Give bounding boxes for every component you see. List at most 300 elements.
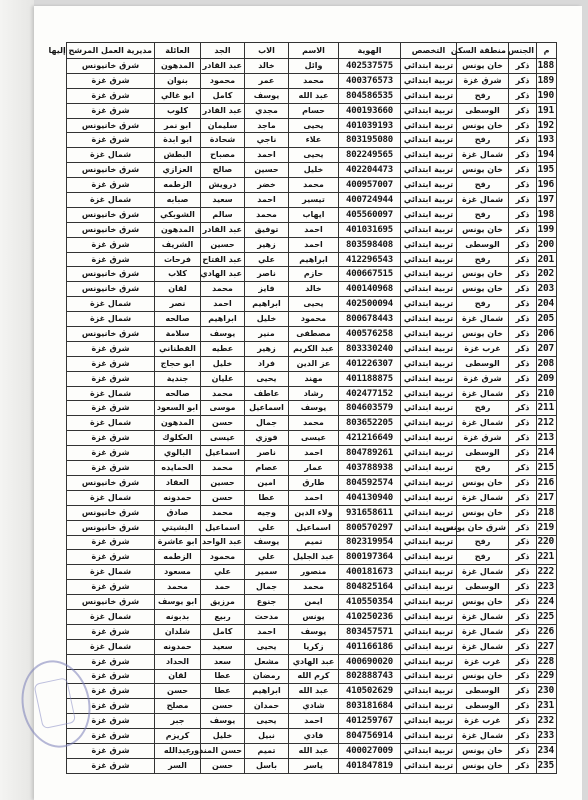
cell-specialization: تربية ابتدائي (401, 327, 457, 342)
table-row (67, 341, 557, 356)
cell-specialization: تربية ابتدائي (401, 133, 457, 148)
cell-residence: غرب غزة (457, 714, 509, 729)
cell-grandfather-name: عيسى (201, 431, 245, 446)
cell-directorate: شرق غزة (67, 341, 155, 356)
cell-id-number: 421216649 (339, 431, 401, 446)
cell-residence: الوسطى (457, 580, 509, 595)
cell-first-name: منصور (289, 565, 339, 580)
cell-family-name: ابو غالي (155, 88, 201, 103)
cell-gender: ذكر (509, 758, 537, 773)
cell-first-name: عبد الله (289, 684, 339, 699)
cell-father-name: احمد (245, 148, 289, 163)
cell-specialization: تربية ابتدائي (401, 758, 457, 773)
cell-family-name: المدهون (155, 222, 201, 237)
table-row (67, 743, 557, 758)
cell-residence: خان يونس (457, 505, 509, 520)
cell-specialization: تربية ابتدائي (401, 59, 457, 74)
cell-row-number: 207 (537, 341, 557, 356)
table-row (67, 133, 557, 148)
cell-id-number: 804592574 (339, 475, 401, 490)
cell-specialization: تربية ابتدائي (401, 431, 457, 446)
cell-first-name: زكريا (289, 639, 339, 654)
cell-father-name: يحيى (245, 639, 289, 654)
cell-family-name: محمد (155, 580, 201, 595)
cell-father-name: حسين (245, 163, 289, 178)
cell-grandfather-name: سعيد (201, 193, 245, 208)
cell-residence: شمال غزة (457, 729, 509, 744)
cell-father-name: احمد (245, 193, 289, 208)
cell-row-number: 210 (537, 386, 557, 401)
cell-specialization: تربية ابتدائي (401, 88, 457, 103)
table-row (67, 103, 557, 118)
cell-id-number: 400027009 (339, 743, 401, 758)
cell-father-name: ناصر (245, 446, 289, 461)
cell-family-name: صالحه (155, 312, 201, 327)
cell-father-name: يوسف (245, 535, 289, 550)
cell-grandfather-name: يوسف (201, 714, 245, 729)
cell-family-name: لقان (155, 282, 201, 297)
cell-family-name: كلاب (155, 267, 201, 282)
cell-gender: ذكر (509, 624, 537, 639)
cell-id-number: 802888743 (339, 669, 401, 684)
cell-id-number: 804603579 (339, 401, 401, 416)
cell-id-number: 802249565 (339, 148, 401, 163)
cell-id-number: 803598408 (339, 237, 401, 252)
cell-father-name: ناصر (245, 267, 289, 282)
cell-residence: رفح (457, 88, 509, 103)
cell-row-number: 230 (537, 684, 557, 699)
cell-first-name: يونس (289, 609, 339, 624)
cell-gender: ذكر (509, 535, 537, 550)
cell-row-number: 231 (537, 699, 557, 714)
cell-family-name: فرحات (155, 252, 201, 267)
cell-row-number: 189 (537, 73, 557, 88)
cell-family-name: السر (155, 758, 201, 773)
cell-specialization: تربية ابتدائي (401, 252, 457, 267)
cell-row-number: 214 (537, 446, 557, 461)
cell-residence: شرق خان يونس (457, 520, 509, 535)
cell-id-number: 400376573 (339, 73, 401, 88)
cell-specialization: تربية ابتدائي (401, 163, 457, 178)
cell-directorate: شرق غزة (67, 699, 155, 714)
cell-directorate: شرق غزة (67, 371, 155, 386)
cell-father-name: جمال (245, 416, 289, 431)
table-row (67, 73, 557, 88)
table-row (67, 520, 557, 535)
cell-row-number: 220 (537, 535, 557, 550)
cell-gender: ذكر (509, 595, 537, 610)
cell-directorate: شرق خانيونس (67, 595, 155, 610)
cell-directorate: شمال غزة (67, 193, 155, 208)
cell-gender: ذكر (509, 729, 537, 744)
cell-residence: رفح (457, 178, 509, 193)
cell-gender: ذكر (509, 356, 537, 371)
cell-father-name: محمد (245, 207, 289, 222)
cell-residence: خان يونس (457, 743, 509, 758)
cell-grandfather-name: مرزيق (201, 595, 245, 610)
table-row (67, 699, 557, 714)
table-row (67, 222, 557, 237)
cell-gender: ذكر (509, 252, 537, 267)
cell-directorate: شرق غزة (67, 133, 155, 148)
cell-grandfather-name: سعد (201, 654, 245, 669)
header-no: م (537, 43, 557, 59)
cell-residence: شمال غزة (457, 386, 509, 401)
cell-father-name: مشعل (245, 654, 289, 669)
cell-first-name: تميم (289, 535, 339, 550)
cell-row-number: 196 (537, 178, 557, 193)
cell-father-name: مجدي (245, 103, 289, 118)
cell-father-name: زهير (245, 341, 289, 356)
cell-row-number: 234 (537, 743, 557, 758)
cell-gender: ذكر (509, 669, 537, 684)
table-body (67, 59, 557, 774)
cell-residence: رفح (457, 550, 509, 565)
cell-father-name: عطا (245, 490, 289, 505)
cell-row-number: 215 (537, 461, 557, 476)
cell-row-number: 194 (537, 148, 557, 163)
cell-id-number: 804825164 (339, 580, 401, 595)
cell-directorate: شرق خانيونس (67, 505, 155, 520)
header-residence: منطقة السكن (457, 43, 509, 59)
cell-father-name: ابراهيم (245, 297, 289, 312)
cell-specialization: تربية ابتدائي (401, 207, 457, 222)
cell-first-name: يوسف (289, 624, 339, 639)
cell-gender: ذكر (509, 327, 537, 342)
cell-father-name: جمال (245, 580, 289, 595)
cell-residence: رفح (457, 461, 509, 476)
cell-grandfather-name: عطيه (201, 341, 245, 356)
table-row (67, 446, 557, 461)
cell-row-number: 228 (537, 654, 557, 669)
cell-directorate: شمال غزة (67, 148, 155, 163)
cell-grandfather-name: صالح (201, 163, 245, 178)
cell-first-name: يحيى (289, 148, 339, 163)
cell-residence: شرق غزة (457, 371, 509, 386)
header-specialization: التخصص (401, 43, 457, 59)
cell-family-name: ابو نمر (155, 118, 201, 133)
cell-id-number: 804756914 (339, 729, 401, 744)
cell-directorate: شرق غزة (67, 654, 155, 669)
cell-family-name: صالحه (155, 386, 201, 401)
cell-residence: شمال غزة (457, 490, 509, 505)
table-row (67, 490, 557, 505)
cell-grandfather-name: عبد الفتاح (201, 252, 245, 267)
table-row (67, 59, 557, 74)
cell-id-number: 401166186 (339, 639, 401, 654)
cell-grandfather-name: محمد (201, 282, 245, 297)
cell-specialization: تربية ابتدائي (401, 505, 457, 520)
cell-id-number: 400957007 (339, 178, 401, 193)
cell-father-name: توفيق (245, 222, 289, 237)
cell-gender: ذكر (509, 654, 537, 669)
cell-grandfather-name: موسى (201, 401, 245, 416)
cell-gender: ذكر (509, 178, 537, 193)
cell-specialization: تربية ابتدائي (401, 669, 457, 684)
cell-directorate: شرق غزة (67, 73, 155, 88)
cell-gender: ذكر (509, 475, 537, 490)
cell-residence: خان يونس (457, 327, 509, 342)
cell-id-number: 402204473 (339, 163, 401, 178)
cell-family-name: الزطمه (155, 178, 201, 193)
cell-grandfather-name: كامل (201, 624, 245, 639)
cell-row-number: 205 (537, 312, 557, 327)
cell-specialization: تربية ابتدائي (401, 297, 457, 312)
cell-father-name: تميم (245, 743, 289, 758)
cell-id-number: 402500094 (339, 297, 401, 312)
cell-family-name: صبابه (155, 193, 201, 208)
cell-family-name: حمدونه (155, 490, 201, 505)
cell-first-name: خليل (289, 163, 339, 178)
cell-residence: رفح (457, 401, 509, 416)
cell-directorate: شرق غزة (67, 446, 155, 461)
header-family: العائلة (155, 43, 201, 59)
cell-residence: رفح (457, 252, 509, 267)
cell-row-number: 206 (537, 327, 557, 342)
table-row (67, 654, 557, 669)
cell-id-number: 404130940 (339, 490, 401, 505)
cell-father-name: يوسف (245, 88, 289, 103)
cell-gender: ذكر (509, 699, 537, 714)
cell-specialization: تربية ابتدائي (401, 386, 457, 401)
cell-specialization: تربية ابتدائي (401, 73, 457, 88)
cell-id-number: 400193660 (339, 103, 401, 118)
cell-gender: ذكر (509, 282, 537, 297)
cell-grandfather-name: خليل (201, 729, 245, 744)
cell-directorate: شرق غزة (67, 624, 155, 639)
table-row (67, 252, 557, 267)
cell-family-name: الزطمه (155, 550, 201, 565)
cell-directorate: شمال غزة (67, 639, 155, 654)
cell-grandfather-name: عطا (201, 669, 245, 684)
cell-residence: الوسطى (457, 684, 509, 699)
cell-residence: خان يونس (457, 595, 509, 610)
cell-gender: ذكر (509, 193, 537, 208)
cell-residence: الوسطى (457, 446, 509, 461)
table-row (67, 148, 557, 163)
cell-family-name: عبدالله (155, 743, 201, 758)
cell-first-name: محمد (289, 416, 339, 431)
cell-grandfather-name: كامل (201, 88, 245, 103)
table-row (67, 118, 557, 133)
cell-specialization: تربية ابتدائي (401, 729, 457, 744)
cell-father-name: سمير (245, 565, 289, 580)
cell-grandfather-name: حسن (201, 490, 245, 505)
cell-first-name: شادي (289, 699, 339, 714)
cell-father-name: علي (245, 520, 289, 535)
cell-specialization: تربية ابتدائي (401, 193, 457, 208)
cell-family-name: مصلح (155, 699, 201, 714)
cell-father-name: ماجد (245, 118, 289, 133)
cell-father-name: علي (245, 252, 289, 267)
cell-specialization: تربية ابتدائي (401, 416, 457, 431)
cell-id-number: 403788938 (339, 461, 401, 476)
table-row (67, 386, 557, 401)
cell-grandfather-name: عطا (201, 684, 245, 699)
header-id: الهوية (339, 43, 401, 59)
cell-id-number: 410502629 (339, 684, 401, 699)
cell-directorate: شرق غزة (67, 88, 155, 103)
cell-first-name: حازم (289, 267, 339, 282)
table-row (67, 550, 557, 565)
cell-directorate: شرق غزة (67, 237, 155, 252)
table-row (67, 282, 557, 297)
cell-directorate: شمال غزة (67, 416, 155, 431)
cell-family-name: كلوب (155, 103, 201, 118)
cell-gender: ذكر (509, 580, 537, 595)
cell-specialization: تربية ابتدائي (401, 475, 457, 490)
cell-directorate: شرق غزة (67, 178, 155, 193)
cell-first-name: ايمن (289, 595, 339, 610)
cell-directorate: شرق غزة (67, 550, 155, 565)
cell-specialization: تربية ابتدائي (401, 282, 457, 297)
cell-gender: ذكر (509, 103, 537, 118)
header-directorate: مديرية العمل المرشح إليها (67, 43, 155, 59)
cell-grandfather-name: حسن (201, 416, 245, 431)
cell-gender: ذكر (509, 520, 537, 535)
cell-family-name: الشوبكي (155, 207, 201, 222)
cell-gender: ذكر (509, 714, 537, 729)
cell-directorate: شمال غزة (67, 490, 155, 505)
cell-first-name: احمد (289, 222, 339, 237)
cell-grandfather-name: درويش (201, 178, 245, 193)
table-row (67, 475, 557, 490)
cell-specialization: تربية ابتدائي (401, 237, 457, 252)
cell-grandfather-name: مصباح (201, 148, 245, 163)
cell-specialization: تربية ابتدائي (401, 148, 457, 163)
cell-id-number: 802319954 (339, 535, 401, 550)
cell-family-name: سلامة (155, 327, 201, 342)
cell-father-name: احمد (245, 624, 289, 639)
cell-row-number: 211 (537, 401, 557, 416)
cell-id-number: 804586535 (339, 88, 401, 103)
cell-residence: خان يونس (457, 163, 509, 178)
cell-gender: ذكر (509, 550, 537, 565)
cell-specialization: تربية ابتدائي (401, 639, 457, 654)
cell-id-number: 401226307 (339, 356, 401, 371)
cell-row-number: 232 (537, 714, 557, 729)
cell-family-name: ابو يوسف (155, 595, 201, 610)
cell-father-name: فايز (245, 282, 289, 297)
cell-gender: ذكر (509, 163, 537, 178)
cell-father-name: عمر (245, 73, 289, 88)
cell-directorate: شرق خانيونس (67, 327, 155, 342)
cell-grandfather-name: خليل (201, 356, 245, 371)
cell-grandfather-name: سالم (201, 207, 245, 222)
cell-residence: خان يونس (457, 222, 509, 237)
cell-id-number: 401039193 (339, 118, 401, 133)
cell-residence: شمال غزة (457, 416, 509, 431)
cell-father-name: مدحت (245, 609, 289, 624)
cell-father-name: منير (245, 327, 289, 342)
header-grandfather: الجد (201, 43, 245, 59)
cell-grandfather-name: عبد الهادي (201, 267, 245, 282)
table-row (67, 639, 557, 654)
cell-row-number: 221 (537, 550, 557, 565)
cell-grandfather-name: ابراهيم (201, 312, 245, 327)
cell-specialization: تربية ابتدائي (401, 178, 457, 193)
cell-grandfather-name: اسماعيل (201, 446, 245, 461)
cell-grandfather-name: عبد القادر (201, 59, 245, 74)
cell-first-name: عبد الجليل (289, 550, 339, 565)
table-row (67, 535, 557, 550)
cell-father-name: امين (245, 475, 289, 490)
cell-first-name: خالد (289, 282, 339, 297)
cell-row-number: 224 (537, 595, 557, 610)
cell-id-number: 400724944 (339, 193, 401, 208)
cell-directorate: شرق خانيونس (67, 207, 155, 222)
header-father: الاب (245, 43, 289, 59)
cell-id-number: 400181673 (339, 565, 401, 580)
cell-gender: ذكر (509, 743, 537, 758)
cell-id-number: 400140968 (339, 282, 401, 297)
cell-row-number: 223 (537, 580, 557, 595)
cell-father-name: اسماعيل (245, 401, 289, 416)
cell-family-name: المدهون (155, 416, 201, 431)
cell-father-name: فوزي (245, 431, 289, 446)
table-row (67, 193, 557, 208)
cell-id-number: 803181684 (339, 699, 401, 714)
cell-directorate: شمال غزة (67, 609, 155, 624)
cell-grandfather-name: حسين (201, 237, 245, 252)
candidates-table (48, 42, 557, 774)
cell-first-name: احمد (289, 446, 339, 461)
cell-first-name: عبد الله (289, 743, 339, 758)
cell-gender: ذكر (509, 207, 537, 222)
cell-directorate: شرق خانيونس (67, 118, 155, 133)
cell-row-number: 229 (537, 669, 557, 684)
cell-specialization: تربية ابتدائي (401, 520, 457, 535)
cell-family-name: ابو ابدة (155, 133, 201, 148)
cell-specialization: تربية ابتدائي (401, 341, 457, 356)
cell-specialization: تربية ابتدائي (401, 624, 457, 639)
cell-father-name: يحيى (245, 714, 289, 729)
cell-family-name: الشريف (155, 237, 201, 252)
cell-specialization: تربية ابتدائي (401, 371, 457, 386)
table-row (67, 580, 557, 595)
table-row (67, 609, 557, 624)
cell-father-name: رمضان (245, 669, 289, 684)
cell-row-number: 204 (537, 297, 557, 312)
cell-father-name: فراد (245, 356, 289, 371)
cell-id-number: 803330240 (339, 341, 401, 356)
cell-residence: رفح (457, 535, 509, 550)
cell-grandfather-name: محمد (201, 505, 245, 520)
cell-residence: خان يونس (457, 475, 509, 490)
cell-row-number: 193 (537, 133, 557, 148)
cell-directorate: شرق خانيونس (67, 475, 155, 490)
cell-specialization: تربية ابتدائي (401, 609, 457, 624)
cell-gender: ذكر (509, 684, 537, 699)
cell-directorate: شرق غزة (67, 669, 155, 684)
table-row (67, 758, 557, 773)
cell-first-name: حسام (289, 103, 339, 118)
cell-specialization: تربية ابتدائي (401, 267, 457, 282)
cell-father-name: حمدان (245, 699, 289, 714)
cell-father-name: ابراهيم (245, 684, 289, 699)
cell-gender: ذكر (509, 461, 537, 476)
cell-first-name: مصطفى (289, 327, 339, 342)
cell-specialization: تربية ابتدائي (401, 654, 457, 669)
cell-first-name: عمار (289, 461, 339, 476)
cell-father-name: خالد (245, 59, 289, 74)
cell-family-name: نصر (155, 297, 201, 312)
cell-id-number: 803457571 (339, 624, 401, 639)
cell-id-number: 410550354 (339, 595, 401, 610)
cell-family-name: القطناني (155, 341, 201, 356)
cell-first-name: ايهاب (289, 207, 339, 222)
cell-specialization: تربية ابتدائي (401, 743, 457, 758)
